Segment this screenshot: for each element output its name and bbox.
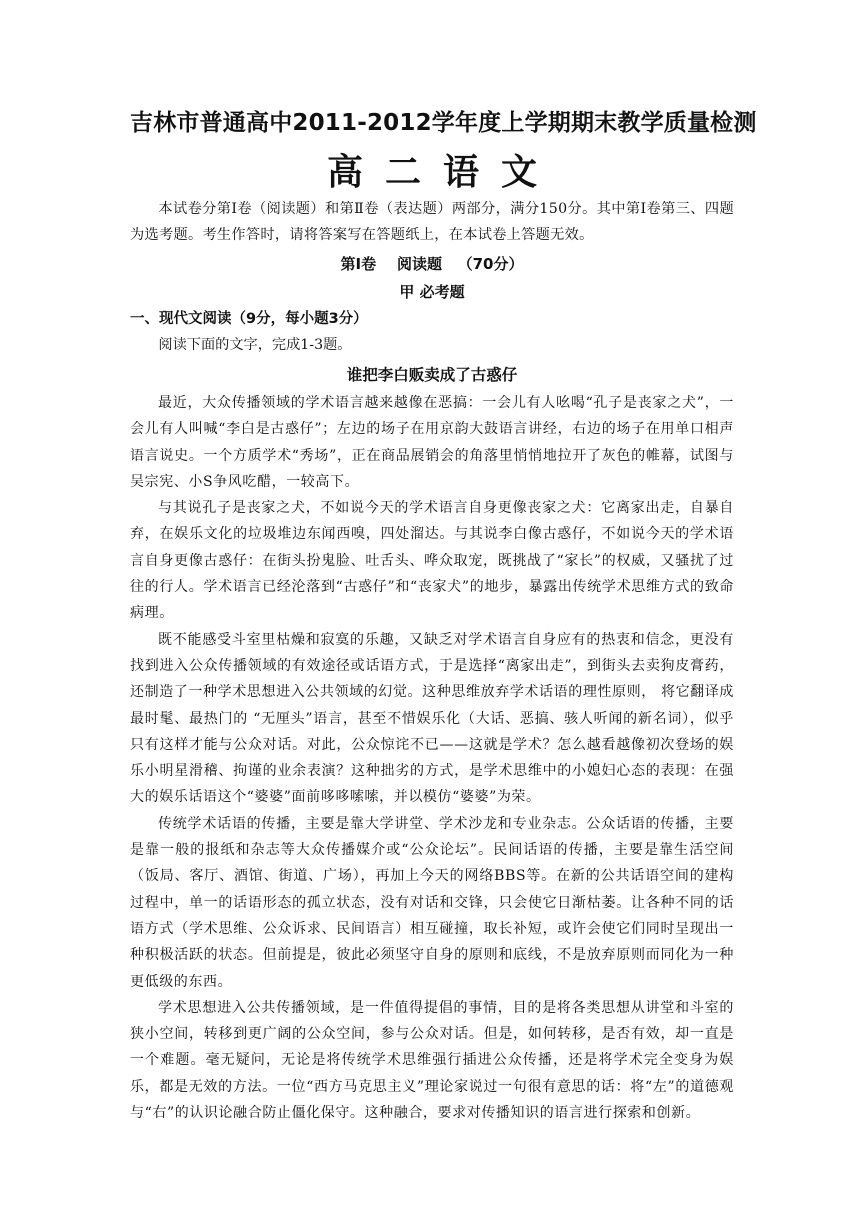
- article-title: 谁把李白贩卖成了古惑仔: [346, 366, 518, 384]
- article-paragraph: 最近，大众传播领域的学术语言越来越像在恶搞：一会儿有人吆喝“孔子是丧家之犬”，一会儿有人叫喊“李白是古惑仔”；左边的场子在用京韵大鼓语言讲经，右边的场子在用单口相声语言说史。一个方质学术“秀场”，正在商品展销会的角落里悄悄地拉开了灰色的帷幕，试图与吴宗宪、小S争风吃醋，一较高下。: [130, 395, 734, 490]
- exam-title: 吉林市普通高中2011-2012学年度上学期期末教学质量检测: [130, 110, 757, 136]
- article-body: [130, 390, 734, 1126]
- part1-heading: 第Ⅰ卷 阅读题 （70分）: [340, 255, 524, 273]
- question1-instruction: 阅读下面的文字，完成1-3题。: [158, 337, 352, 353]
- exam-page: [130, 104, 757, 1126]
- subject-title: 高二语文: [326, 151, 559, 193]
- question1-heading: 一、现代文阅读（9分，每小题3分）: [130, 311, 368, 327]
- article-paragraph: 传统学术话语的传播，主要是靠大学讲堂、学术沙龙和专业杂志。公众话语的传播，主要是靠一般的报纸和杂志等大众传播媒介或“公众论坛”。民间话语的传播，主要是靠生活空间（饭局、客厅、酒馆、街道、广场），再加上今天的网络BBS等。在新的公共话语空间的建构过程中，单一的话语形态的孤立状态，没有对话和交锋，只会使它日渐枯萎。让各种不同的话语方式（学术思维、公众诉求、民间语言）相互碰撞，取长补短，或许会使它们同时呈现出一种积极活跃的状态。但前提是，彼此必须坚守自身的原则和底线，不是放弃原则而同化为一种更低级的东西。: [130, 815, 734, 990]
- article-paragraph: 与其说孔子是丧家之犬，不如说今天的学术语言自身更像丧家之犬：它离家出走，自暴自弃，在娱乐文化的垃圾堆边东闻西嗅，四处溜达。与其说李白像古惑仔，不如说今天的学术语言自身更像古惑仔：在街头扮鬼脸、吐舌头、哗众取宠，既挑战了“家长”的权威，又骚扰了过往的行人。学术语言已经沦落到“古惑仔”和“丧家犬”的地步，暴露出传统学术思维方式的致命病理。: [130, 500, 734, 622]
- article-paragraph: 学术思想进入公共传播领域，是一件值得提倡的事情，目的是将各类思想从讲堂和斗室的狭小空间，转移到更广阔的公众空间，参与公众对话。但是，如何转移，是否有效，却一直是一个难题。毫无疑问，无论是将传统学术思维强行插进公众传播，还是将学术完全变身为娱乐，都是无效的方法。一位“西方马克思主义”理论家说过一句很有意思的话：将“左”的道德观与“右”的认识论融合防止僵化保守。这种融合，要求对传播知识的语言进行探索和创新。: [130, 999, 734, 1122]
- part1-subheading: 甲 必考题: [399, 283, 465, 301]
- exam-intro: 本试卷分第Ⅰ卷（阅读题）和第Ⅱ卷（表达题）两部分，满分150分。其中第Ⅰ卷第三、四题为选考题。考生作答时，请将答案写在答题纸上，在本试卷上答题无效。: [130, 201, 734, 243]
- article-paragraph: 既不能感受斗室里枯燥和寂寞的乐趣，又缺乏对学术语言自身应有的热衷和信念，更没有找到进入公众传播领域的有效途径或话语方式，于是选择“离家出走”，到街头去卖狗皮膏药，还制造了一种学术思想进入公共领域的幻觉。这种思维放弃学术话语的理性原则， 将它翻译成最时髦、最热门的 “无厘头”语言，甚至不惜娱乐化（大话、恶搞、骇人听闻的新名词），似乎只有这样才能与公众对话。对此，公众惊诧不已——这就是学术？怎么越看越像初次登场的娱乐小明星滑稽、拘谨的业余表演？这种拙劣的方式，是学术思维中的小媳妇心态的表现：在强大的娱乐话语这个“婆婆”面前哆哆嗦嗦，并以模仿“婆婆”为荣。: [130, 631, 734, 806]
